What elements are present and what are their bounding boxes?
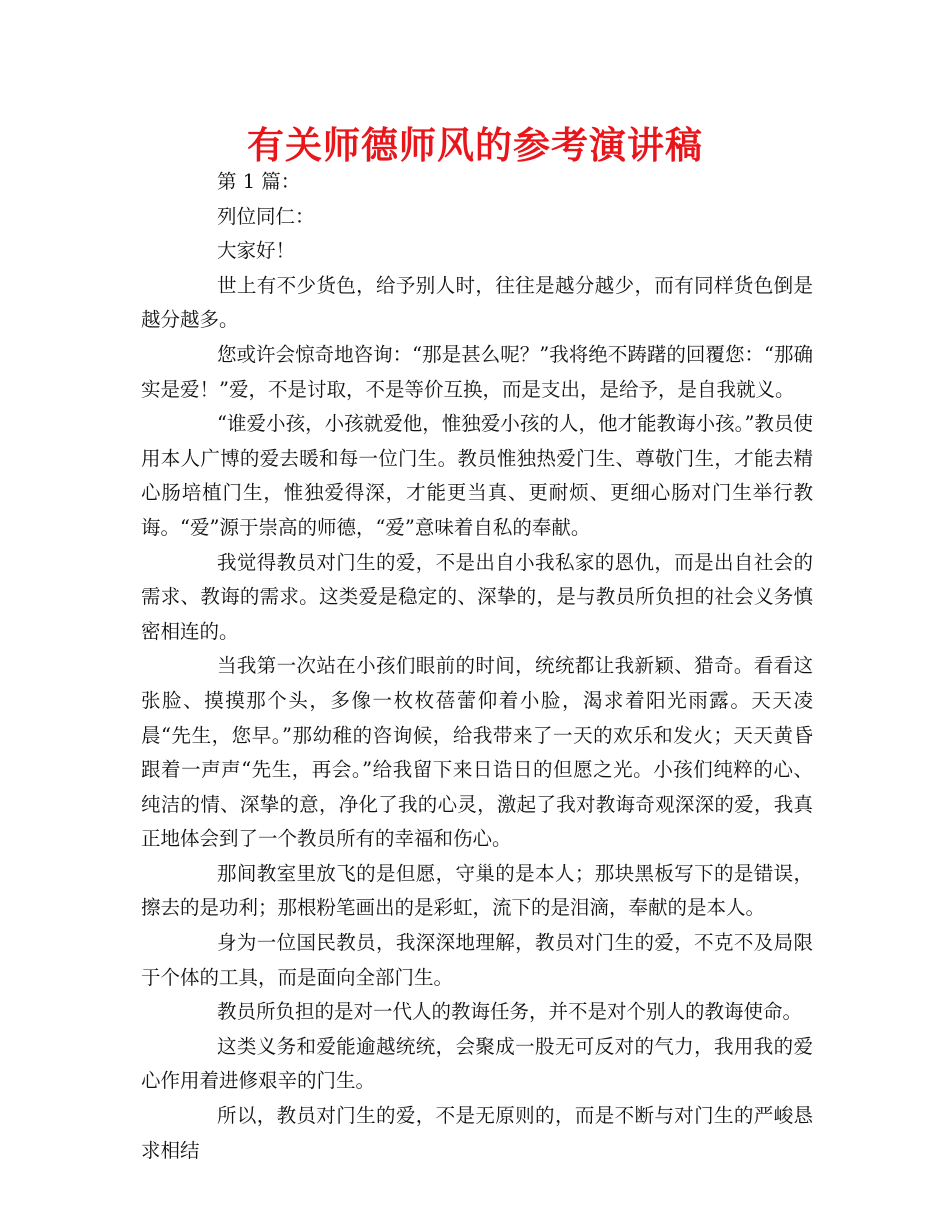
paragraph: 我觉得教员对门生的爱，不是出自小我私家的恩仇，而是出自社会的需求、教诲的需求。这类爱是稳定的、深挚的，是与教员所负担的社会义务慎密相连的。 (141, 550, 813, 643)
paragraph: 您或许会惊奇地咨询：“那是甚么呢？”我将绝不踌躇的回覆您：“那确实是爱！”爱，不是讨取，不是等价互换，而是支出，是给予，是自我就义。 (141, 342, 813, 401)
document-body (141, 165, 813, 1168)
paragraph: 那间教室里放飞的是但愿，守巢的是本人；那块黑板写下的是错误，擦去的是功利；那根粉笔画出的是彩虹，流下的是泪滴，奉献的是本人。 (141, 861, 813, 920)
paragraph: 当我第一次站在小孩们眼前的时间，统统都让我新颖、猎奇。看看这张脸、摸摸那个头，多像一枚枚蓓蕾仰着小脸，渴求着阳光雨露。天天凌晨“先生，您早。”那幼稚的咨询候，给我带来了一天的欢乐和发火；天天黄昏跟着一声声“先生，再会。”给我留下来日诰日的但愿之光。小孩们纯粹的心、纯洁的情、深挚的意，净化了我的心灵，激起了我对教诲奇观深深的爱，我真正地体会到了一个教员所有的幸福和伤心。 (141, 654, 813, 851)
paragraph: 这类义务和爱能逾越统统，会聚成一股无可反对的气力，我用我的爱心作用着进修艰辛的门生。 (141, 1034, 813, 1093)
paragraph: 所以，教员对门生的爱，不是无原则的，而是不断与对门生的严峻恳求相结 (141, 1104, 813, 1162)
paragraph: 世上有不少货色，给予别人时，往往是越分越少，而有同样货色倒是越分越多。 (141, 273, 813, 332)
paragraph: 大家好！ (217, 239, 296, 263)
paragraph: 列位同仁： (217, 204, 315, 228)
document-title: 有关师德师风的参考演讲稿 (247, 124, 703, 167)
paragraph: “谁爱小孩，小孩就爱他，惟独爱小孩的人，他才能教诲小孩。”教员使用本人广博的爱去暖和每一位门生。教员惟独热爱门生、尊敬门生，才能去精心肠培植门生，惟独爱得深，才能更当真、更耐烦、更细心肠对门生举行教诲。“爱”源于崇高的师德，“爱”意味着自私的奉献。 (141, 412, 813, 539)
paragraph: 第 1 篇： (217, 170, 301, 193)
paragraph: 教员所负担的是对一代人的教诲任务，并不是对个别人的教诲使命。 (217, 1000, 803, 1024)
paragraph: 身为一位国民教员，我深深地理解，教员对门生的爱，不克不及局限于个体的工具，而是面向全部门生。 (141, 931, 813, 989)
